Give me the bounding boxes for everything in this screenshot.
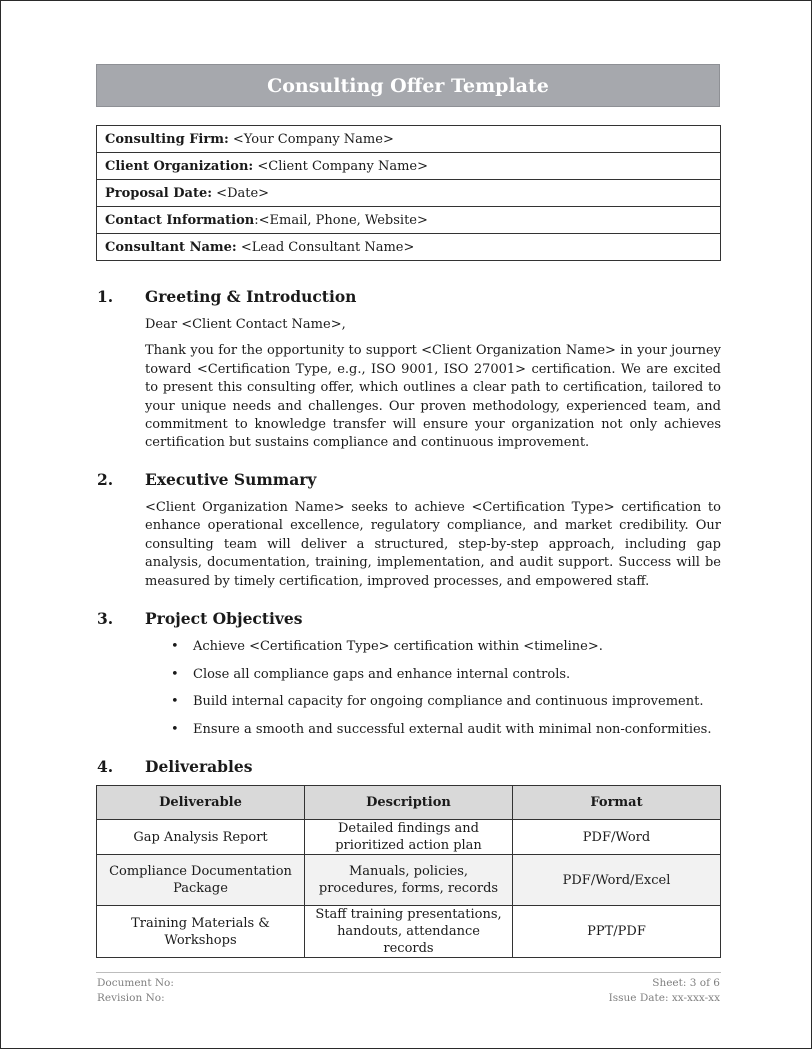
info-row [97, 153, 721, 180]
table-cell: Manuals, policies, procedures, forms, records [305, 855, 513, 906]
info-row [97, 234, 721, 261]
section-title: Greeting & Introduction [145, 287, 357, 306]
info-value: <Your Company Name> [228, 131, 394, 147]
sheet-number: Sheet: 3 of 6 [652, 977, 720, 989]
section-heading [97, 609, 721, 629]
column-header: Deliverable [97, 786, 305, 820]
footer-right [609, 976, 720, 1006]
footer-left [97, 976, 174, 1006]
info-row [97, 180, 721, 207]
info-row [97, 126, 721, 153]
footer-divider [96, 972, 721, 973]
list-item: • Build internal capacity for ongoing compliance and continuous improvement. [171, 694, 704, 709]
issue-date: Issue Date: xx-xxx-xx [608, 992, 720, 1004]
info-label: Client Organization: [105, 158, 254, 174]
info-value: :<Email, Phone, Website> [254, 212, 428, 228]
table-cell: Gap Analysis Report [97, 820, 305, 855]
info-label: Proposal Date: [105, 185, 213, 201]
section-title: Executive Summary [145, 470, 317, 489]
section-heading [97, 470, 721, 490]
bullet-icon: • [171, 721, 179, 737]
info-label: Contact Information [105, 212, 255, 228]
bullet-icon: • [171, 639, 179, 654]
info-row [97, 207, 721, 234]
info-label: Consultant Name: [105, 239, 237, 255]
objectives-list [145, 638, 721, 748]
proposal-info-table [96, 125, 721, 261]
section-number: 3. [97, 609, 114, 628]
section-heading [97, 287, 721, 307]
table-cell: Compliance Documentation Package [97, 855, 305, 906]
info-value: <Client Company Name> [253, 158, 429, 174]
table-cell: Training Materials & Workshops [97, 906, 305, 958]
section-heading [97, 757, 721, 777]
intro-paragraph: Thank you for the opportunity to support <Client Organization Name> in your journey toward <Certification Type, e.g., ISO 9001, ISO 27001> certification. We are excited to present this consulting offer, which outlines a clear path to certification, tailored to your unique needs and challenges. Our proven methodology, experienced team, and commitment to knowledge transfer will ensure your organization not only achieves certification but sustains compliance and continuous improvement. [145, 343, 721, 451]
column-header: Format [513, 786, 721, 820]
section-greeting [97, 287, 721, 453]
info-label: Consulting Firm: [105, 131, 229, 147]
table-row [97, 855, 721, 906]
section-number: 1. [97, 287, 114, 306]
document-number: Document No: [97, 977, 174, 989]
info-value: <Date> [212, 185, 270, 201]
page-title: Consulting Offer Template [96, 64, 720, 107]
section-project-objectives [97, 609, 721, 748]
table-cell: PPT/PDF [513, 906, 721, 958]
summary-paragraph: <Client Organization Name> seeks to achieve <Certification Type> certification to enhance operational excellence, regulatory compliance, and market credibility. Our consulting team will deliver a structured, step-by-step approach, including gap analysis, documentation, training, implementation, and audit support. Success will be measured by timely certification, improved processes, and empowered staff. [145, 500, 721, 589]
table-row [97, 906, 721, 958]
section-number: 4. [97, 757, 114, 776]
revision-number: Revision No: [97, 992, 165, 1004]
table-cell: PDF/Word/Excel [513, 855, 721, 906]
deliverables-table [96, 785, 721, 958]
section-title: Deliverables [145, 757, 253, 776]
list-item: • Ensure a smooth and successful external audit with minimal non-conformities. [171, 721, 712, 737]
table-row [97, 820, 721, 855]
column-header: Description [305, 786, 513, 820]
list-item: • Achieve <Certification Type> certification within <timeline>. [171, 639, 603, 654]
info-value: <Lead Consultant Name> [236, 239, 415, 255]
bullet-icon: • [171, 694, 179, 709]
section-executive-summary [97, 470, 721, 591]
table-cell: PDF/Word [513, 820, 721, 855]
list-item: • Close all compliance gaps and enhance internal controls. [171, 666, 571, 682]
section-title: Project Objectives [145, 609, 303, 628]
bullet-icon: • [171, 666, 179, 682]
section-number: 2. [97, 470, 114, 489]
table-cell: Staff training presentations, handouts, attendance records [305, 906, 513, 958]
section-deliverables [97, 757, 721, 777]
table-cell: Detailed findings and prioritized action plan [305, 820, 513, 855]
salutation: Dear <Client Contact Name>, [145, 317, 346, 332]
table-header-row [97, 786, 721, 820]
